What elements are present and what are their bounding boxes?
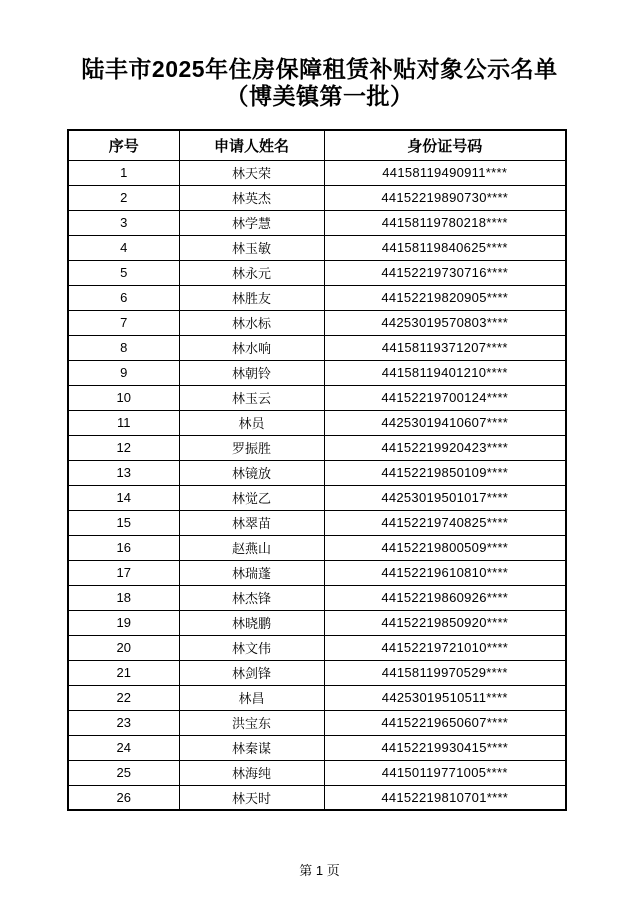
column-header-serial: 序号 xyxy=(68,130,179,160)
cell-id-number: 44152219740825**** xyxy=(324,510,566,535)
cell-applicant-name: 林学慧 xyxy=(179,210,324,235)
cell-serial: 17 xyxy=(68,560,179,585)
table-row xyxy=(68,410,566,435)
page-number: 第 1 页 xyxy=(299,863,340,878)
cell-applicant-name: 林文伟 xyxy=(179,635,324,660)
cell-serial: 6 xyxy=(68,285,179,310)
column-header-applicant-name: 申请人姓名 xyxy=(179,130,324,160)
table-row xyxy=(68,435,566,460)
cell-serial: 8 xyxy=(68,335,179,360)
cell-id-number: 44152219610810**** xyxy=(324,560,566,585)
table-row xyxy=(68,585,566,610)
cell-applicant-name: 林水响 xyxy=(179,335,324,360)
cell-applicant-name: 林胜友 xyxy=(179,285,324,310)
cell-serial: 12 xyxy=(68,435,179,460)
cell-id-number: 44158119780218**** xyxy=(324,210,566,235)
cell-applicant-name: 林玉云 xyxy=(179,385,324,410)
table-row xyxy=(68,460,566,485)
cell-applicant-name: 林永元 xyxy=(179,260,324,285)
table-row xyxy=(68,160,566,185)
cell-serial: 9 xyxy=(68,360,179,385)
cell-id-number: 44152219890730**** xyxy=(324,185,566,210)
cell-id-number: 44152219850109**** xyxy=(324,460,566,485)
table-row xyxy=(68,360,566,385)
cell-id-number: 44152219700124**** xyxy=(324,385,566,410)
subsidy-roster-table xyxy=(67,129,567,811)
cell-serial: 25 xyxy=(68,760,179,785)
cell-serial: 2 xyxy=(68,185,179,210)
document-title-line1: 陆丰市2025年住房保障租赁补贴对象公示名单 xyxy=(81,56,558,82)
table-row xyxy=(68,610,566,635)
cell-serial: 7 xyxy=(68,310,179,335)
cell-id-number: 44158119371207**** xyxy=(324,335,566,360)
cell-id-number: 44152219820905**** xyxy=(324,285,566,310)
cell-applicant-name: 林翠苗 xyxy=(179,510,324,535)
cell-serial: 11 xyxy=(68,410,179,435)
cell-applicant-name: 林秦谋 xyxy=(179,735,324,760)
table-row xyxy=(68,260,566,285)
cell-id-number: 44152219860926**** xyxy=(324,585,566,610)
table-row xyxy=(68,535,566,560)
table-row xyxy=(68,660,566,685)
table-row xyxy=(68,735,566,760)
cell-id-number: 44152219920423**** xyxy=(324,435,566,460)
cell-id-number: 44152219650607**** xyxy=(324,710,566,735)
cell-id-number: 44158119401210**** xyxy=(324,360,566,385)
cell-applicant-name: 林杰锋 xyxy=(179,585,324,610)
cell-applicant-name: 林昌 xyxy=(179,685,324,710)
cell-applicant-name: 林瑞蓬 xyxy=(179,560,324,585)
cell-serial: 5 xyxy=(68,260,179,285)
cell-applicant-name: 洪宝东 xyxy=(179,710,324,735)
cell-id-number: 44253019570803**** xyxy=(324,310,566,335)
table-row xyxy=(68,235,566,260)
cell-applicant-name: 罗振胜 xyxy=(179,435,324,460)
cell-applicant-name: 林员 xyxy=(179,410,324,435)
cell-id-number: 44158119840625**** xyxy=(324,235,566,260)
cell-serial: 26 xyxy=(68,785,179,810)
cell-applicant-name: 林镜放 xyxy=(179,460,324,485)
cell-id-number: 44152219721010**** xyxy=(324,635,566,660)
table-row xyxy=(68,785,566,810)
cell-id-number: 44152219930415**** xyxy=(324,735,566,760)
cell-id-number: 44152219850920**** xyxy=(324,610,566,635)
document-title xyxy=(0,56,639,110)
table-row xyxy=(68,760,566,785)
cell-serial: 23 xyxy=(68,710,179,735)
cell-applicant-name: 林天时 xyxy=(179,785,324,810)
cell-serial: 1 xyxy=(68,160,179,185)
cell-applicant-name: 林海纯 xyxy=(179,760,324,785)
cell-applicant-name: 林水标 xyxy=(179,310,324,335)
table-row xyxy=(68,560,566,585)
cell-serial: 16 xyxy=(68,535,179,560)
cell-id-number: 44158119970529**** xyxy=(324,660,566,685)
cell-serial: 21 xyxy=(68,660,179,685)
cell-serial: 20 xyxy=(68,635,179,660)
cell-serial: 15 xyxy=(68,510,179,535)
cell-serial: 10 xyxy=(68,385,179,410)
cell-serial: 14 xyxy=(68,485,179,510)
cell-serial: 19 xyxy=(68,610,179,635)
cell-serial: 18 xyxy=(68,585,179,610)
table-row xyxy=(68,210,566,235)
table-header-row xyxy=(68,130,566,160)
cell-id-number: 44152219800509**** xyxy=(324,535,566,560)
cell-applicant-name: 林天荣 xyxy=(179,160,324,185)
table-row xyxy=(68,335,566,360)
column-header-id-number: 身份证号码 xyxy=(324,130,566,160)
cell-id-number: 44253019501017**** xyxy=(324,485,566,510)
cell-applicant-name: 林英杰 xyxy=(179,185,324,210)
cell-applicant-name: 林觉乙 xyxy=(179,485,324,510)
cell-id-number: 44253019410607**** xyxy=(324,410,566,435)
cell-applicant-name: 林晓鹏 xyxy=(179,610,324,635)
cell-id-number: 44150119771005**** xyxy=(324,760,566,785)
table-row xyxy=(68,510,566,535)
table-row xyxy=(68,635,566,660)
cell-serial: 13 xyxy=(68,460,179,485)
cell-applicant-name: 林朝铃 xyxy=(179,360,324,385)
cell-id-number: 44253019510511**** xyxy=(324,685,566,710)
cell-serial: 3 xyxy=(68,210,179,235)
table-row xyxy=(68,485,566,510)
cell-applicant-name: 林玉敏 xyxy=(179,235,324,260)
cell-id-number: 44152219730716**** xyxy=(324,260,566,285)
table-body xyxy=(68,160,566,810)
cell-serial: 24 xyxy=(68,735,179,760)
cell-applicant-name: 赵燕山 xyxy=(179,535,324,560)
table-row xyxy=(68,710,566,735)
cell-id-number: 44152219810701**** xyxy=(324,785,566,810)
document-title-line2: （博美镇第一批） xyxy=(225,83,414,109)
table-row xyxy=(68,685,566,710)
table-row xyxy=(68,285,566,310)
table-row xyxy=(68,310,566,335)
cell-id-number: 44158119490911**** xyxy=(324,160,566,185)
cell-serial: 4 xyxy=(68,235,179,260)
table-row xyxy=(68,185,566,210)
table-row xyxy=(68,385,566,410)
cell-applicant-name: 林剑锋 xyxy=(179,660,324,685)
cell-serial: 22 xyxy=(68,685,179,710)
